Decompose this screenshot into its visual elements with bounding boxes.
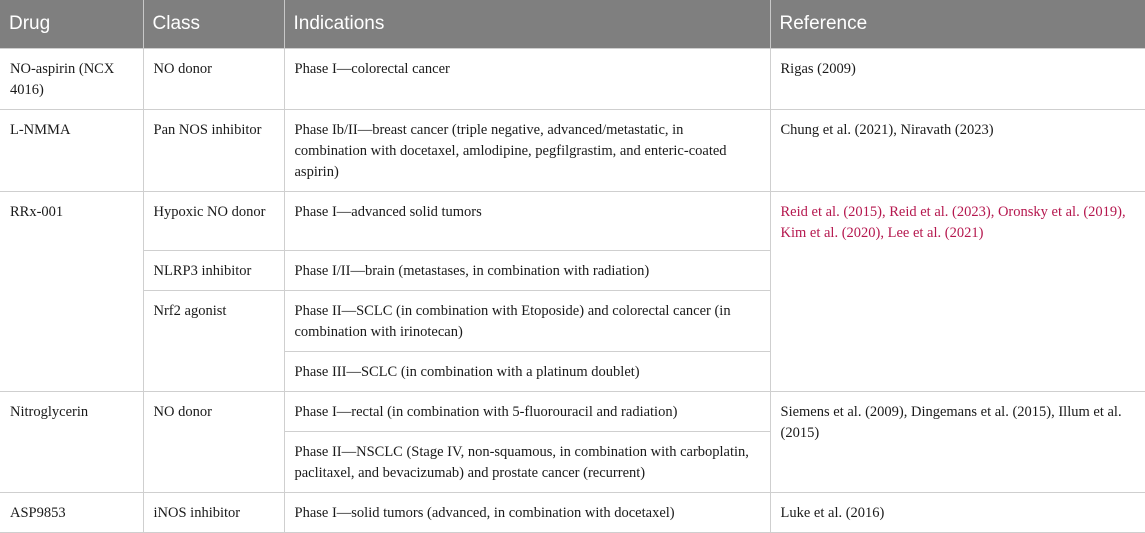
class-cell: Pan NOS inhibitor — [143, 110, 284, 192]
indication-cell: Phase I—rectal (in combination with 5-fluorouracil and radiation) — [284, 392, 770, 432]
indication-cell: Phase I—advanced solid tumors — [284, 192, 770, 251]
reference-cell: Chung et al. (2021), Niravath (2023) — [770, 110, 1145, 192]
class-cell: iNOS inhibitor — [143, 493, 284, 533]
class-cell: Hypoxic NO donor — [143, 192, 284, 251]
header-drug: Drug — [0, 0, 143, 49]
indication-cell: Phase I/II—brain (metastases, in combination with radiation) — [284, 251, 770, 291]
class-cell: NO donor — [143, 392, 284, 493]
table-row — [0, 49, 1145, 110]
table-row — [0, 192, 1145, 251]
reference-cell: Rigas (2009) — [770, 49, 1145, 110]
table-row — [0, 493, 1145, 533]
drug-cell: L-NMMA — [0, 110, 143, 192]
reference-cell: Luke et al. (2016) — [770, 493, 1145, 533]
class-cell: NO donor — [143, 49, 284, 110]
indication-cell: Phase I—colorectal cancer — [284, 49, 770, 110]
indication-cell: Phase II—SCLC (in combination with Etoposide) and colorectal cancer (in combination with irinotecan) — [284, 291, 770, 352]
drug-cell: RRx-001 — [0, 192, 143, 392]
class-cell: NLRP3 inhibitor — [143, 251, 284, 291]
header-reference: Reference — [770, 0, 1145, 49]
table-row — [0, 110, 1145, 192]
header-indications: Indications — [284, 0, 770, 49]
header-row — [0, 0, 1145, 49]
drug-cell: NO-aspirin (NCX 4016) — [0, 49, 143, 110]
header-class: Class — [143, 0, 284, 49]
reference-link[interactable]: Reid et al. (2015), Reid et al. (2023), Oronsky et al. (2019), Kim et al. (2020), Lee et al. (2021) — [770, 192, 1145, 392]
class-cell: Nrf2 agonist — [143, 291, 284, 392]
reference-cell: Siemens et al. (2009), Dingemans et al. (2015), Illum et al. (2015) — [770, 392, 1145, 493]
indication-cell: Phase I—solid tumors (advanced, in combination with docetaxel) — [284, 493, 770, 533]
table-row — [0, 392, 1145, 432]
indication-cell: Phase II—NSCLC (Stage IV, non-squamous, in combination with carboplatin, paclitaxel, and bevacizumab) and prostate cancer (recurrent) — [284, 432, 770, 493]
indication-cell: Phase Ib/II—breast cancer (triple negative, advanced/metastatic, in combination with docetaxel, amlodipine, pegfilgrastim, and enteric-coated aspirin) — [284, 110, 770, 192]
drug-cell: Nitroglycerin — [0, 392, 143, 493]
drug-cell: ASP9853 — [0, 493, 143, 533]
indication-cell: Phase III—SCLC (in combination with a platinum doublet) — [284, 352, 770, 392]
